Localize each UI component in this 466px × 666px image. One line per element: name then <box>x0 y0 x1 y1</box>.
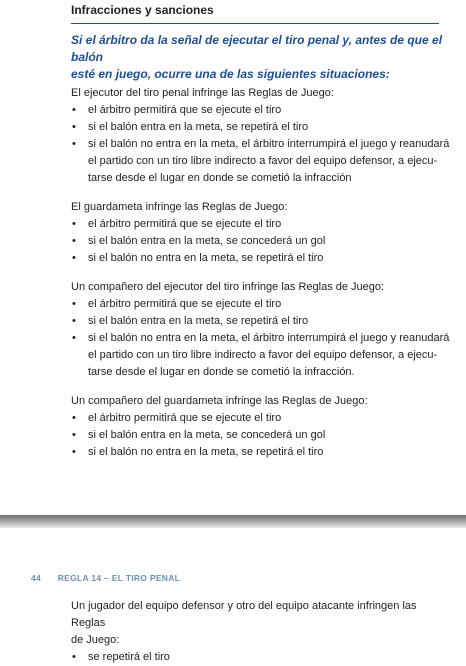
list-item <box>71 427 451 444</box>
intro-paragraph <box>71 32 443 83</box>
bullet-list <box>71 102 451 187</box>
infraction-group <box>71 393 451 461</box>
infraction-group <box>71 199 451 267</box>
bullet-icon: • <box>72 412 76 424</box>
list-item <box>71 119 451 136</box>
list-item-line: si el balón entra en la meta, se concederá un gol <box>88 235 326 247</box>
bullet-icon: • <box>72 429 76 441</box>
list-item <box>71 649 451 666</box>
list-item <box>71 136 451 187</box>
intro-line: esté en juego, ocurre una de las siguientes situaciones: <box>71 67 390 81</box>
list-item <box>71 444 451 461</box>
bullet-icon: • <box>72 138 76 150</box>
bullet-icon: • <box>72 218 76 230</box>
list-item-line: si el balón no entra en la meta, el árbitro interrumpirá el juego y reanudará <box>88 332 450 344</box>
bullet-list <box>71 296 451 381</box>
list-item-line: si el balón no entra en la meta, se repetirá el tiro <box>88 446 324 458</box>
list-item-line: se repetirá el tiro <box>88 651 170 663</box>
bullet-icon: • <box>72 332 76 344</box>
list-item-line: si el balón no entra en la meta, se repetirá el tiro <box>88 252 324 264</box>
bullet-icon: • <box>72 446 76 458</box>
bullet-icon: • <box>72 235 76 247</box>
list-item-line: tarse desde el lugar en donde se cometió la infracción. <box>88 366 355 378</box>
section-title: Infracciones y sanciones <box>71 3 214 17</box>
bullet-icon: • <box>72 121 76 133</box>
list-item-line: si el balón entra en la meta, se repetirá el tiro <box>88 121 309 133</box>
list-item-line: tarse desde el lugar en donde se cometió la infracción <box>88 172 352 184</box>
next-page-list <box>71 649 451 666</box>
bullet-icon: • <box>72 104 76 116</box>
group-lead: Un compañero del guardameta infringe las Reglas de Juego: <box>71 395 368 407</box>
list-item-line: el árbitro permitirá que se ejecute el tiro <box>88 218 282 230</box>
page-footer <box>31 573 180 583</box>
lead-line: Un jugador del equipo defensor y otro del equipo atacante infringen las Reglas <box>71 600 417 629</box>
running-title: REGLA 14 – EL TIRO PENAL <box>57 573 181 583</box>
list-item <box>71 330 451 381</box>
infraction-group <box>71 279 451 381</box>
infraction-group <box>71 85 451 187</box>
bullet-icon: • <box>72 298 76 310</box>
list-item <box>71 216 451 233</box>
list-item-line: si el balón no entra en la meta, el árbitro interrumpirá el juego y reanudará <box>88 138 450 150</box>
list-item <box>71 410 451 427</box>
next-page-block <box>71 598 451 666</box>
list-item-line: el árbitro permitirá que se ejecute el tiro <box>88 412 282 424</box>
group-lead: Un compañero del ejecutor del tiro infringe las Reglas de Juego: <box>71 281 385 293</box>
title-underline <box>71 23 439 24</box>
intro-line: Si el árbitro da la señal de ejecutar el tiro penal y, antes de que el balón <box>71 33 443 64</box>
page-number: 44 <box>31 573 42 583</box>
list-item-line: el partido con un tiro libre indirecto a favor del equipo defensor, a ejecu- <box>88 155 438 167</box>
list-item-line: el árbitro permitirá que se ejecute el tiro <box>88 104 282 116</box>
list-item-line: si el balón entra en la meta, se repetirá el tiro <box>88 315 309 327</box>
list-item <box>71 296 451 313</box>
bullet-icon: • <box>72 651 76 663</box>
bullet-list <box>71 410 451 461</box>
lead-line: de Juego: <box>71 634 120 646</box>
group-lead: El guardameta infringe las Reglas de Juego: <box>71 201 288 213</box>
bullet-list <box>71 216 451 267</box>
list-item-line: si el balón entra en la meta, se concederá un gol <box>88 429 326 441</box>
list-item <box>71 250 451 267</box>
list-item <box>71 233 451 250</box>
bullet-icon: • <box>72 252 76 264</box>
page-separator <box>0 515 466 528</box>
next-page-lead <box>71 598 451 649</box>
list-item <box>71 313 451 330</box>
list-item <box>71 102 451 119</box>
list-item-line: el partido con un tiro libre indirecto a favor del equipo defensor, a ejecu- <box>88 349 438 361</box>
list-item-line: el árbitro permitirá que se ejecute el tiro <box>88 298 282 310</box>
bullet-icon: • <box>72 315 76 327</box>
group-lead: El ejecutor del tiro penal infringe las Reglas de Juego: <box>71 87 334 99</box>
